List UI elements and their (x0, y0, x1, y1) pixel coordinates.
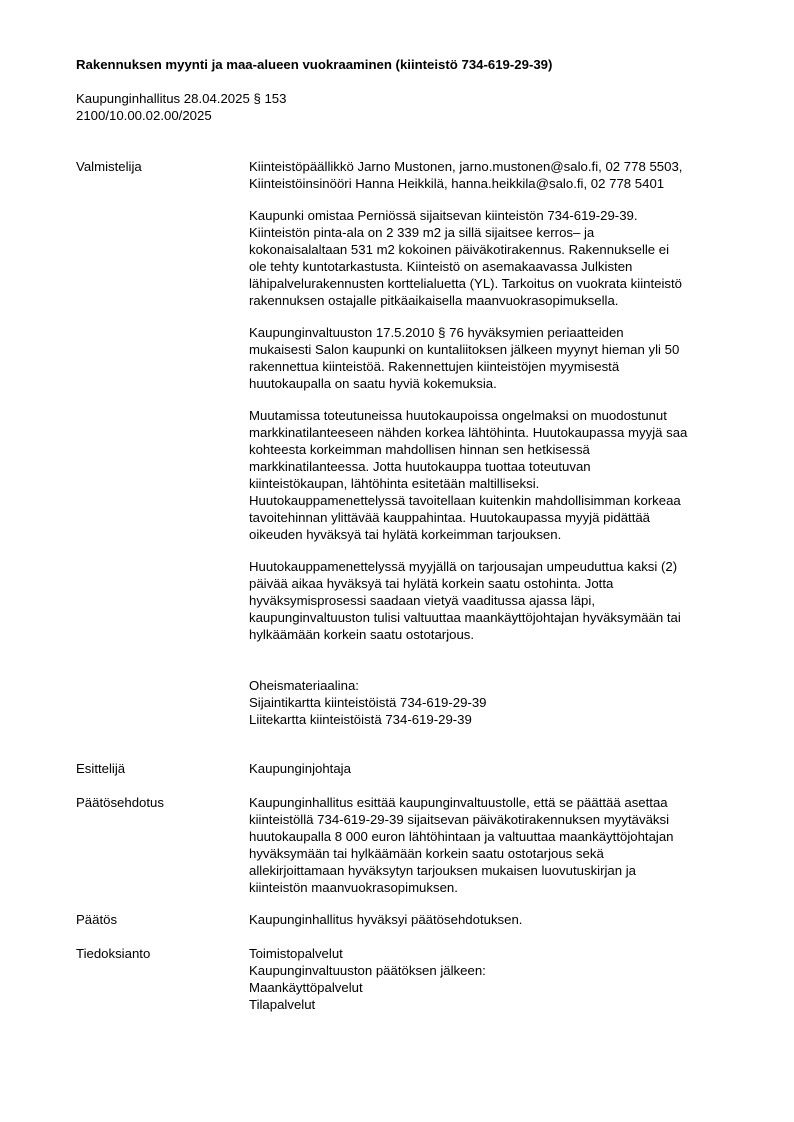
paragraph-line: kiinteistökaupan, lähtöhinta esitetään maltilliseksi. (249, 476, 540, 491)
section-content (249, 945, 746, 1013)
section-paatos (76, 911, 746, 928)
section-content (249, 760, 746, 777)
attachments-heading: Oheismateriaalina: (249, 678, 359, 693)
paragraph-line: Kaupunki omistaa Perniössä sijaitsevan kiinteistön 734-619-29-39. (249, 208, 638, 223)
paragraph (249, 558, 746, 643)
section-valmistelija (76, 158, 746, 728)
paragraph-line: hyväksymisprosessi saadaan vietyä vaaditussa ajassa läpi, (249, 593, 595, 608)
decision-value: Kaupunginhallitus hyväksyi päätösehdotuksen. (249, 912, 523, 927)
paragraph-line: mukaisesti Salon kaupunki on kuntaliitoksen jälkeen myynyt hieman yli 50 (249, 342, 680, 357)
contact-line: Kiinteistöinsinööri Hanna Heikkilä, hanna.heikkila@salo.fi, 02 778 5401 (249, 176, 665, 191)
paragraph-line: ole tehty kuntotarkastusta. Kiinteistö on asemakaavassa Julkisten (249, 259, 633, 274)
section-content (249, 158, 746, 728)
paragraph-line: markkinatilanteessa. Jotta huutokauppa tuottaa toteutuvan (249, 459, 591, 474)
distribution-item: Kaupunginvaltuuston päätöksen jälkeen: (249, 963, 486, 978)
preparer-contacts (249, 158, 746, 192)
section-content (249, 911, 746, 928)
record-number: 2100/10.00.02.00/2025 (76, 108, 212, 123)
paragraph-line: Huutokauppamenettelyssä myyjällä on tarjousajan umpeuduttua kaksi (2) (249, 559, 678, 574)
paragraph (249, 324, 746, 392)
paragraph-line: markkinatilanteeseen nähden korkea lähtöhinta. Huutokaupassa myyjä saa (249, 425, 688, 440)
paragraph-line: tavoitehinnan ylittävää kauppahintaa. Huutokaupassa myyjä pidättää (249, 510, 651, 525)
attachment-item: Sijaintikartta kiinteistöistä 734-619-29-39 (249, 695, 487, 710)
section-tiedoksianto (76, 945, 746, 1013)
section-label: Päätös (76, 912, 118, 927)
section-label: Päätösehdotus (76, 795, 164, 810)
proposal-line: kiinteistön maanvuokrasopimuksen. (249, 880, 458, 895)
attachments (249, 677, 746, 728)
paragraph-line: päivää aikaa hyväksyä tai hylätä korkein saatu ostohinta. Jotta (249, 576, 614, 591)
paragraph-line: oikeuden hyväksyä tai hylätä korkeimman tarjouksen. (249, 527, 562, 542)
proposal-line: allekirjoittamaan hyväksytyn tarjouksen mukaisen luovutuskirjan ja (249, 863, 637, 878)
paragraph-line: kohteesta korkeimman mahdollisen hinnan sen hetkisessä (249, 442, 590, 457)
paragraph (249, 407, 746, 543)
paragraph-line: kaupunginvaltuuston tulisi valtuuttaa maankäyttöjohtajan hyväksymään tai (249, 610, 681, 625)
paragraph-line: huutokaupalla on saatu hyviä kokemuksia. (249, 376, 497, 391)
paragraph-line: Huutokauppamenettelyssä tavoitellaan kuitenkin mahdollisimman korkeaa (249, 493, 681, 508)
paragraph-line: hylkäämään korkein saatu ostotarjous. (249, 627, 475, 642)
meeting-reference: Kaupunginhallitus 28.04.2025 § 153 (76, 91, 287, 106)
paragraph-line: Muutamissa toteutuneissa huutokaupoissa ongelmaksi on muodostunut (249, 408, 667, 423)
distribution-item: Toimistopalvelut (249, 946, 343, 961)
attachment-item: Liitekartta kiinteistöistä 734-619-29-39 (249, 712, 472, 727)
paragraph-line: rakennuksen ostajalle pitkäaikaisella maanvuokrasopimuksella. (249, 293, 619, 308)
meeting-info (76, 90, 746, 124)
proposal-line: huutokaupalla 8 000 euron lähtöhintaan ja valtuuttaa maankäyttöjohtajan (249, 829, 674, 844)
paragraph-line: Kaupunginvaltuuston 17.5.2010 § 76 hyväksymien periaatteiden (249, 325, 624, 340)
section-label: Esittelijä (76, 761, 126, 776)
paragraph-line: rakennettua kiinteistöä. Rakennettujen kiinteistöjen myymisestä (249, 359, 620, 374)
section-content (249, 794, 746, 896)
proposal-line: Kaupunginhallitus esittää kaupunginvaltuustolle, että se päättää asettaa (249, 795, 668, 810)
section-label: Valmistelija (76, 159, 142, 174)
section-paatosehdotus (76, 794, 746, 896)
spacer (76, 124, 746, 158)
distribution-item: Maankäyttöpalvelut (249, 980, 363, 995)
presenter-value: Kaupunginjohtaja (249, 761, 351, 776)
document-page (76, 56, 746, 1013)
proposal-line: hyväksymään tai hylkäämään korkein saatu ostotarjous sekä (249, 846, 604, 861)
distribution-item: Tilapalvelut (249, 997, 316, 1012)
proposal-line: kiinteistöllä 734-619-29-39 sijaitsevan päiväkotirakennuksen myytäväksi (249, 812, 670, 827)
section-label: Tiedoksianto (76, 946, 151, 961)
paragraph-line: Kiinteistön pinta-ala on 2 339 m2 ja sillä sijaitsee kerros– ja (249, 225, 595, 240)
paragraph-line: lähipalvelurakennusten korttelialuetta (YL). Tarkoitus on vuokrata kiinteistö (249, 276, 682, 291)
section-esittelija (76, 760, 746, 777)
document-title: Rakennuksen myynti ja maa-alueen vuokraaminen (kiinteistö 734-619-29-39) (76, 57, 553, 72)
paragraph-line: kokonaisalaltaan 531 m2 kokoinen päiväkotirakennus. Rakennukselle ei (249, 242, 670, 257)
paragraph (249, 207, 746, 309)
contact-line: Kiinteistöpäällikkö Jarno Mustonen, jarno.mustonen@salo.fi, 02 778 5503, (249, 159, 683, 174)
